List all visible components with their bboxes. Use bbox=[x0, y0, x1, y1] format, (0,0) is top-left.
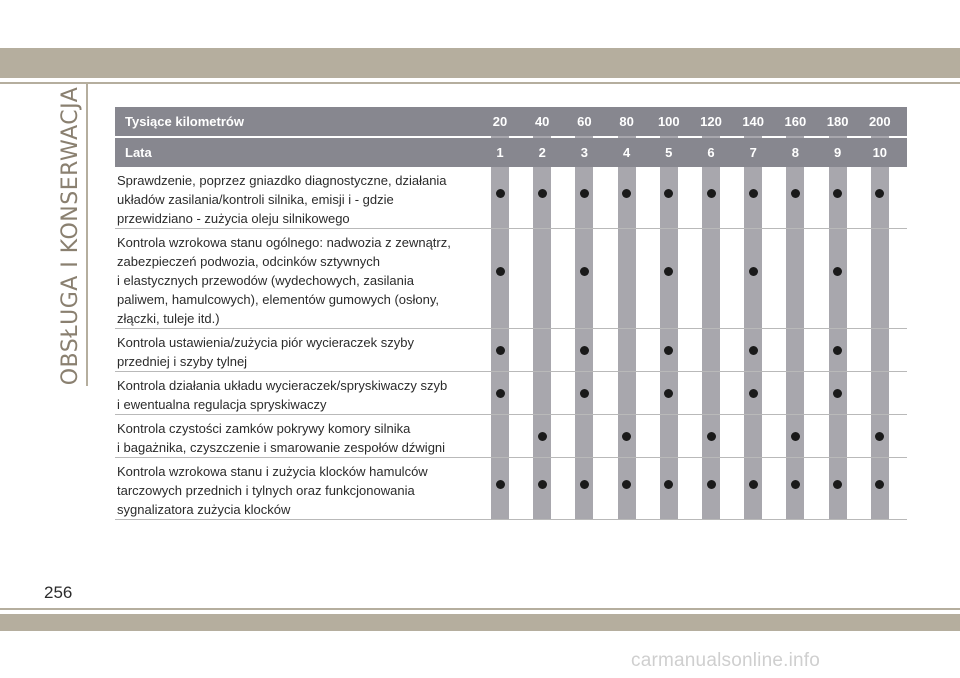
header-year-value: 7 bbox=[749, 145, 757, 160]
service-mark bbox=[707, 432, 716, 441]
service-mark bbox=[749, 189, 758, 198]
service-mark bbox=[580, 189, 589, 198]
row-description: Kontrola działania układu wycieraczek/spryskiwaczy szyb i ewentualna regulacja spryskiwaczy bbox=[117, 378, 448, 412]
service-mark bbox=[622, 189, 631, 198]
service-mark bbox=[580, 480, 589, 489]
bottom-decorative-band bbox=[0, 614, 960, 631]
header-km-value: 120 bbox=[700, 114, 722, 129]
schedule-row bbox=[115, 167, 907, 229]
service-mark bbox=[580, 389, 589, 398]
service-mark bbox=[749, 346, 758, 355]
header-km-value: 20 bbox=[492, 114, 508, 129]
header-km-value: 40 bbox=[534, 114, 550, 129]
service-mark bbox=[496, 267, 505, 276]
watermark: carmanualsonline.info bbox=[631, 650, 821, 671]
schedule-row bbox=[115, 329, 907, 372]
header-years-label: Lata bbox=[125, 145, 152, 160]
schedule-row bbox=[115, 229, 907, 329]
header-year-value: 1 bbox=[496, 145, 504, 160]
row-description: Sprawdzenie, poprzez gniazdko diagnostyczne, działania układów zasilania/kontroli silnika, emisji i - gdzie przewidziano - zużycia oleju silnikowego bbox=[117, 173, 447, 226]
header-km-value: 60 bbox=[577, 114, 592, 129]
header-year-value: 5 bbox=[665, 145, 673, 160]
row-description: Kontrola ustawienia/zużycia piór wycieraczek szyby przedniej i szyby tylnej bbox=[117, 335, 414, 369]
row-description: Kontrola czystości zamków pokrywy komory silnika i bagażnika, czyszczenie i smarowanie zespołów dźwigni bbox=[117, 421, 446, 455]
section-title: OBSŁUGA I KONSERWACJA bbox=[58, 86, 83, 386]
bottom-decorative-line bbox=[0, 608, 960, 610]
service-mark bbox=[496, 189, 505, 198]
service-mark bbox=[707, 480, 716, 489]
schedule-row bbox=[115, 372, 907, 415]
header-km-value: 200 bbox=[868, 114, 891, 129]
service-mark bbox=[749, 389, 758, 398]
service-mark bbox=[538, 480, 547, 489]
service-mark bbox=[707, 189, 716, 198]
row-description: Kontrola wzrokowa stanu ogólnego: nadwozia z zewnątrz, zabezpieczeń podwozia, odcinków sztywnych i elastycznych przewodów (wydechowych, zasilania paliwem, hamulcowych), elementów gumowych (osłony, złączki, tuleje itd.) bbox=[117, 235, 451, 326]
service-mark bbox=[622, 480, 631, 489]
header-year-value: 4 bbox=[622, 145, 631, 160]
service-mark bbox=[749, 480, 758, 489]
service-mark bbox=[664, 267, 673, 276]
service-mark bbox=[538, 432, 547, 441]
header-year-value: 10 bbox=[872, 145, 888, 160]
service-mark bbox=[875, 480, 884, 489]
header-year-value: 2 bbox=[538, 145, 546, 160]
service-mark bbox=[538, 189, 547, 198]
service-mark bbox=[749, 267, 758, 276]
row-description: Kontrola wzrokowa stanu i zużycia klocków hamulców tarczowych przednich i tylnych oraz funkcjonowania sygnalizatora zużycia klocków bbox=[117, 464, 428, 517]
header-year-value: 6 bbox=[707, 145, 715, 160]
header-kilometers-label: Tysiące kilometrów bbox=[125, 114, 244, 129]
schedule-row bbox=[115, 415, 907, 458]
service-mark bbox=[791, 189, 800, 198]
header-year-value: 3 bbox=[580, 145, 588, 160]
service-mark bbox=[833, 389, 842, 398]
header-km-value: 140 bbox=[742, 114, 765, 129]
header-year-value: 9 bbox=[833, 145, 842, 160]
header-years-row bbox=[115, 138, 907, 167]
service-mark bbox=[580, 267, 589, 276]
header-year-value: 8 bbox=[791, 145, 799, 160]
header-km-value: 160 bbox=[784, 114, 807, 129]
schedule-row bbox=[115, 458, 907, 520]
header-km-value: 180 bbox=[826, 114, 849, 129]
top-decorative-line bbox=[0, 82, 960, 84]
top-decorative-band bbox=[0, 48, 960, 78]
service-mark bbox=[833, 267, 842, 276]
schedule-rows bbox=[115, 167, 907, 520]
service-mark bbox=[664, 389, 673, 398]
service-mark bbox=[664, 480, 673, 489]
maintenance-schedule-table bbox=[115, 107, 907, 520]
section-rule bbox=[86, 84, 88, 386]
service-mark bbox=[833, 189, 842, 198]
service-mark bbox=[496, 389, 505, 398]
service-mark bbox=[791, 480, 800, 489]
service-mark bbox=[622, 432, 631, 441]
service-mark bbox=[580, 346, 589, 355]
header-km-value: 80 bbox=[619, 114, 634, 129]
header-kilometers-row bbox=[115, 107, 907, 136]
service-mark bbox=[833, 346, 842, 355]
service-mark bbox=[875, 432, 884, 441]
service-mark bbox=[833, 480, 842, 489]
service-mark bbox=[496, 480, 505, 489]
page-number: 256 bbox=[44, 583, 73, 602]
service-mark bbox=[791, 432, 800, 441]
service-mark bbox=[496, 346, 505, 355]
header-km-value: 100 bbox=[657, 114, 680, 129]
service-mark bbox=[664, 189, 673, 198]
service-mark bbox=[664, 346, 673, 355]
service-mark bbox=[875, 189, 884, 198]
